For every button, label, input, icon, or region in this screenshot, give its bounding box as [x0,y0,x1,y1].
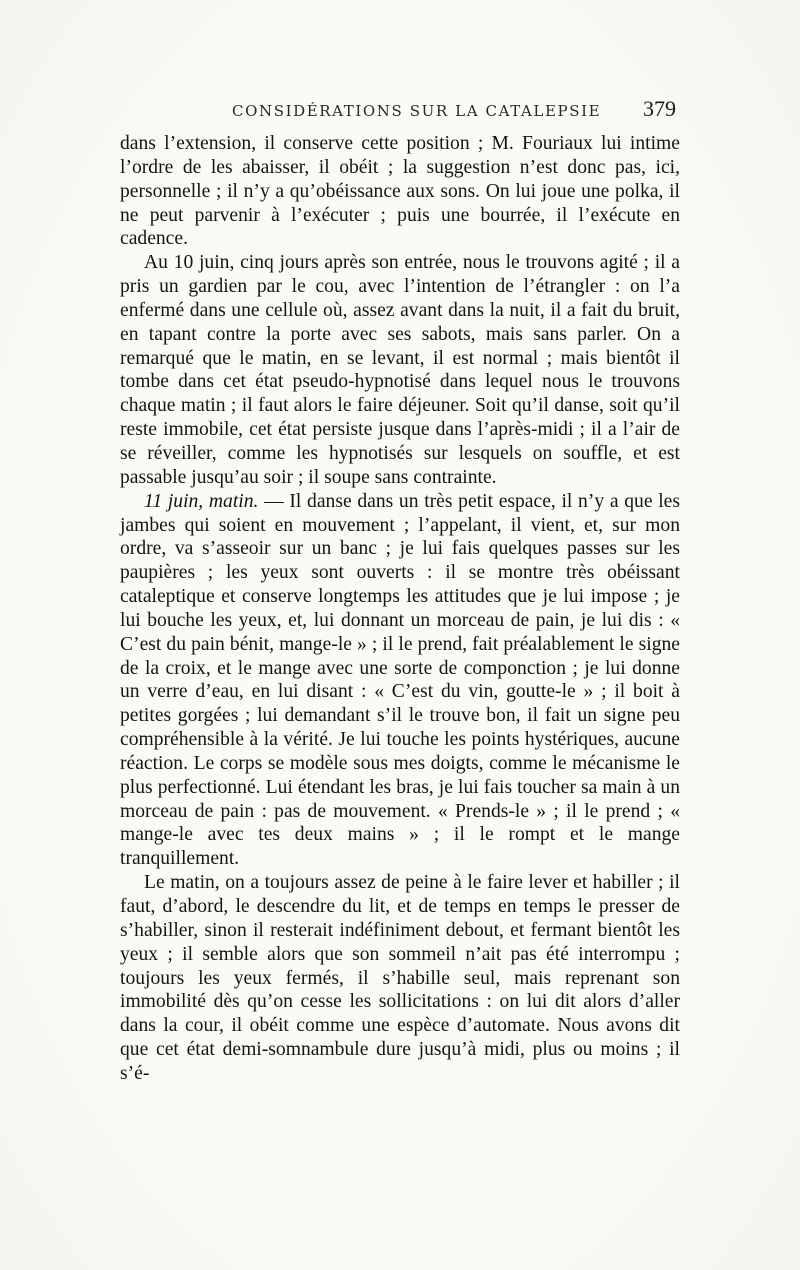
page-header [120,96,682,126]
paragraph-3-text: — Il danse dans un très petit espace, il n’y a que les jambes qui soient en mouvement ; l’appelant, il vient, et, sur mon ordre, va s’asseoir sur un banc ; je lui fais quelques passes sur les paupières ; les yeux sont ouverts : il se montre très obéissant cataleptique et conserve longtemps les attitudes que je lui impose ; je lui bouche les yeux, et, lui donnant un morceau de pain, je lui dis : « C’est du pain bénit, mange-le » ; il le prend, fait préalablement le signe de la croix, et le mange avec une sorte de componction ; je lui donne un verre d’eau, en lui disant : « C’est du vin, goutte-le » ; il boit à petites gorgées ; lui demandant s’il le trouve bon, il fait un signe peu compréhensible à la vérité. Je lui touche les points hystériques, aucune réaction. Le corps se modèle sous mes doigts, comme le mécanisme le plus perfectionné. Lui étendant les bras, je lui fais toucher sa main à un morceau de pain : pas de mouvement. « Prends-le » ; il le prend ; « mange-le avec tes deux mains » ; il le rompt et le mange tranquillement. [120,490,680,870]
page-number: 379 [643,96,676,121]
running-title: CONSIDÉRATIONS SUR LA CATALEPSIE [232,102,602,120]
paragraph-1: dans l’extension, il conserve cette position ; M. Fouriaux lui intime l’ordre de les abaisser, il obéit ; la suggestion n’est donc pas, ici, personnelle ; il n’y a qu’obéissance aux sons. On lui joue une polka, il ne peut parvenir à l’exécuter ; puis une bourrée, il l’exécute en cadence. [120,133,680,250]
paragraph-2: Au 10 juin, cinq jours après son entrée, nous le trouvons agité ; il a pris un gardien par le cou, avec l’intention de l’étrangler : on l’a enfermé dans une cellule où, assez avant dans la nuit, il a fait du bruit, en tapant contre la porte avec ses sabots, mais sans parler. On a remarqué que le matin, en se levant, il est normal ; mais bientôt il tombe dans cet état pseudo-hypnotisé dans lequel nous le trouvons chaque matin ; il faut alors le faire déjeuner. Soit qu’il danse, soit qu’il reste immobile, cet état persiste jusque dans l’après-midi ; il a l’air de se réveiller, comme les hypnotisés sur lesquels on souffle, et est passable jusqu’au soir ; il soupe sans contrainte. [120,252,680,488]
paragraph-4: Le matin, on a toujours assez de peine à le faire lever et habiller ; il faut, d’abord, le descendre du lit, et de temps en temps le presser de s’habiller, sinon il resterait indéfiniment debout, et fermant bientôt les yeux ; il semble alors que son sommeil n’ait pas été interrompu ; toujours les yeux fermés, il s’habille seul, mais reprenant son immobilité dès qu’on cesse les sollicitations : on lui dit alors d’aller dans la cour, il obéit comme une espèce d’automate. Nous avons dit que cet état demi-somnambule dure jusqu’à midi, plus ou moins ; il s’é- [120,872,680,1084]
paragraph-3-date: 11 juin, matin. [144,490,259,512]
paragraph-3 [120,490,680,872]
body-text [120,132,680,1086]
